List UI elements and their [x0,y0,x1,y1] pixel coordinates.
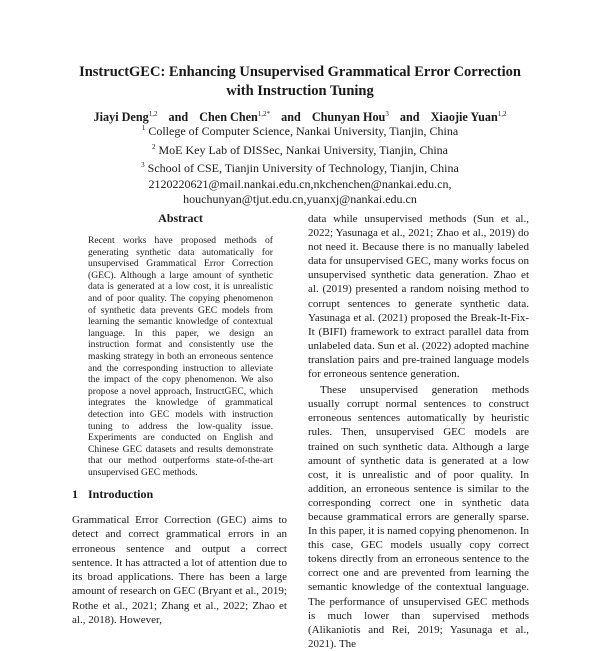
email-line: 2120220621@mail.nankai.edu.cn,nkchenchen@nankai.edu.cn, [148,176,452,191]
introduction-text: Grammatical Error Correction (GEC) aims to detect and correct grammatical errors in an erroneous sentence and output a correct sentence. It has attracted a lot of attention due to its broad applications. There has been a large amount of research on GEC (Bryant et al., 2019; Rothe et al., 2021; Zhang et al., 2022; Zhao et al., 2018). However, [72,514,287,627]
section-number: 1 [72,487,78,501]
author-name: Chunyan Hou$^3$ [311,110,389,125]
affiliation-line: $^2$ MoE Key Lab of DISSec, Nankai University, Tianjin, China [151,142,449,157]
author-conjunction: and [399,110,420,125]
author-conjunction: and [281,110,301,125]
title-line-1: InstructGEC: Enhancing Unsupervised Grammatical Error Correction [79,64,521,80]
paper-title [60,63,540,101]
author-conjunction: and [168,110,189,125]
author-name: Jiayi Deng$^{1,2}$ [93,110,158,125]
introduction-body [72,513,287,627]
abstract-body [88,235,273,478]
section-title: Introduction [88,487,154,501]
author-name: Chen Chen$^{1,2*}$ [199,110,271,125]
author-name: Xiaojie Yuan$^{1,2}$ [430,110,507,125]
section-heading-introduction [72,487,153,502]
abstract-text: Recent works have proposed methods of generating synthetic data automatically for unsupervised Grammatical Error Correction (GEC). Although a large amount of synthetic data is generated at a low cost, it is unrealistic and of poor quality. The copying phenomenon of synthetic data prevents GEC models from learning the semantic knowledge of contextual language. In this paper, we design an instruction format and consistently use the masking strategy in both an erroneous sentence and the corresponding instruction to alleviate the impact of the copy phenomenon. We also propose a novel approach, InstructGEC, which integrates the knowledge of grammatical detection into GEC models with instruction tuning to address the low-quality issue. Experiments are conducted on English and Chinese GEC datasets and results demonstrate that our method outperforms state-of-the-art unsupervised GEC methods. [88,235,273,478]
paragraph: These unsupervised generation methods usually corrupt normal sentences to construct erroneous sentences automatically by heuristic rules. Then, unsupervised GEC models are trained on such synthetic data. Although a large amount of synthetic data is generated at a low cost, it is unrealistic and of poor quality. In addition, an erroneous sentence is similar to the corresponding correct one in synthetic data because grammatical errors are generally sparse. In this paper, it is named copying phenomenon. In this case, GEC models usually copy correct tokens directly from an erroneous sentence to the correct one and are prevented from learning the semantic knowledge of the contextual language. The performance of unsupervised GEC methods is much lower than supervised methods (Alikaniotis and Rei, 2019; Yasunaga et al., 2021). The [308,384,529,650]
email-line: houchunyan@tjut.edu.cn,yuanxj@nankai.edu.cn [183,192,417,206]
abstract-heading: Abstract [158,211,203,225]
right-column [308,212,529,651]
affiliation-line: $^3$ School of CSE, Tianjin University of Technology, Tianjin, China [141,161,459,175]
title-line-2: with Instruction Tuning [226,83,374,99]
paragraph: data while unsupervised methods (Sun et al., 2022; Yasunaga et al., 2021; Zhao et al., 2019) do not need it. Because there is no manually labeled data for unsupervised GEC, many works focus on unsupervised synthetic data generation. Zhao et al. (2019) presented a random noising method to corrupt sentences to generate synthetic data. Yasunaga et al. (2021) proposed the Break-It-Fix-It (BIFI) framework to extract parallel data from unlabeled data. Sun et al. (2022) adopted machine translation pairs and pre-trained language models for erroneous sentence generation. [308,213,529,381]
affiliations [60,121,540,208]
affiliation-line: $^1$ College of Computer Science, Nankai University, Tianjin, China [141,124,459,138]
